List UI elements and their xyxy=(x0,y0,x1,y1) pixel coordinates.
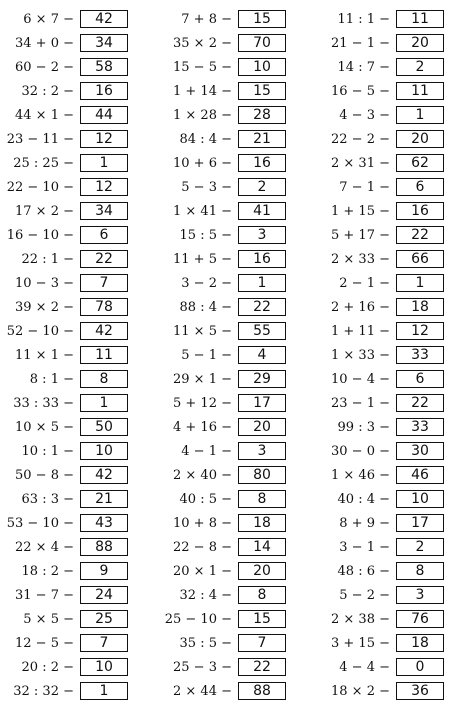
problem-expression: 63 : 3 − xyxy=(21,492,74,507)
answer-box[interactable]: 42 xyxy=(80,466,128,484)
problem-expression: 52 − 10 − xyxy=(6,324,74,339)
problem-expression: 3 − 1 − xyxy=(339,540,390,555)
problem-expression: 53 − 10 − xyxy=(6,516,74,531)
problem-expression: 16 − 10 − xyxy=(6,228,74,243)
answer-box[interactable]: 8 xyxy=(238,586,286,604)
problem-expression: 40 : 5 − xyxy=(179,492,232,507)
problem-expression: 10 + 8 − xyxy=(173,516,232,531)
problem-expression: 14 : 7 − xyxy=(337,60,390,75)
answer-box[interactable]: 3 xyxy=(396,586,444,604)
problem-row xyxy=(0,560,140,584)
problem-row xyxy=(0,272,140,296)
problem-row xyxy=(0,608,140,632)
problem-expression: 1 × 46 − xyxy=(331,468,390,483)
problem-expression: 1 + 15 − xyxy=(331,204,390,219)
answer-box[interactable]: 21 xyxy=(238,130,286,148)
problem-row xyxy=(0,464,140,488)
answer-box[interactable]: 16 xyxy=(238,250,286,268)
problem-row xyxy=(158,56,298,80)
problem-expression: 5 + 12 − xyxy=(173,396,232,411)
problem-row xyxy=(158,656,298,680)
problem-expression: 2 × 40 − xyxy=(173,468,232,483)
problem-expression: 8 + 9 − xyxy=(339,516,390,531)
problem-row xyxy=(0,248,140,272)
answer-box[interactable]: 46 xyxy=(396,466,444,484)
answer-box[interactable]: 42 xyxy=(80,10,128,28)
answer-box[interactable]: 1 xyxy=(80,154,128,172)
answer-box[interactable]: 3 xyxy=(238,442,286,460)
answer-box[interactable]: 33 xyxy=(396,346,444,364)
problem-expression: 2 × 44 − xyxy=(173,684,232,699)
answer-box[interactable]: 15 xyxy=(238,82,286,100)
problem-row xyxy=(158,200,298,224)
problem-expression: 10 + 6 − xyxy=(173,156,232,171)
answer-box[interactable]: 4 xyxy=(238,346,286,364)
problem-expression: 1 + 14 − xyxy=(173,84,232,99)
answer-box[interactable]: 2 xyxy=(396,538,444,556)
problem-expression: 22 − 10 − xyxy=(6,180,74,195)
problem-expression: 5 − 1 − xyxy=(181,348,232,363)
problem-column-3 xyxy=(316,8,456,704)
problem-expression: 30 − 0 − xyxy=(331,444,390,459)
answer-box[interactable]: 88 xyxy=(80,538,128,556)
problem-expression: 8 : 1 − xyxy=(29,372,74,387)
answer-box[interactable]: 42 xyxy=(80,322,128,340)
answer-box[interactable]: 8 xyxy=(238,490,286,508)
problem-expression: 15 − 5 − xyxy=(173,60,232,75)
answer-box[interactable]: 15 xyxy=(238,610,286,628)
answer-box[interactable]: 8 xyxy=(80,370,128,388)
answer-box[interactable]: 2 xyxy=(396,58,444,76)
problem-row xyxy=(158,680,298,704)
answer-box[interactable]: 7 xyxy=(238,634,286,652)
problem-expression: 3 − 2 − xyxy=(181,276,232,291)
answer-box[interactable]: 16 xyxy=(396,202,444,220)
problem-row xyxy=(316,320,456,344)
answer-box[interactable]: 20 xyxy=(238,418,286,436)
answer-box[interactable]: 62 xyxy=(396,154,444,172)
problem-expression: 48 : 6 − xyxy=(337,564,390,579)
answer-box[interactable]: 7 xyxy=(80,274,128,292)
problem-expression: 7 − 1 − xyxy=(339,180,390,195)
answer-box[interactable]: 16 xyxy=(238,154,286,172)
answer-box[interactable]: 12 xyxy=(80,130,128,148)
answer-box[interactable]: 6 xyxy=(80,226,128,244)
problem-row xyxy=(316,32,456,56)
answer-box[interactable]: 66 xyxy=(396,250,444,268)
problem-expression: 29 × 1 − xyxy=(173,372,232,387)
answer-box[interactable]: 41 xyxy=(238,202,286,220)
answer-box[interactable]: 1 xyxy=(80,682,128,700)
problem-expression: 35 : 5 − xyxy=(179,636,232,651)
problem-expression: 18 × 2 − xyxy=(331,684,390,699)
answer-box[interactable]: 10 xyxy=(396,490,444,508)
problem-expression: 40 : 4 − xyxy=(337,492,390,507)
math-worksheet xyxy=(0,8,456,704)
answer-box[interactable]: 55 xyxy=(238,322,286,340)
answer-box[interactable]: 44 xyxy=(80,106,128,124)
problem-row xyxy=(0,8,140,32)
problem-expression: 32 : 2 − xyxy=(21,84,74,99)
problem-expression: 4 + 16 − xyxy=(173,420,232,435)
problem-row xyxy=(316,344,456,368)
answer-box[interactable]: 29 xyxy=(238,370,286,388)
problem-row xyxy=(158,272,298,296)
problem-row xyxy=(0,632,140,656)
answer-box[interactable]: 80 xyxy=(238,466,286,484)
answer-box[interactable]: 10 xyxy=(238,58,286,76)
problem-expression: 23 − 11 − xyxy=(6,132,74,147)
problem-expression: 11 × 5 − xyxy=(173,324,232,339)
problem-expression: 22 − 8 − xyxy=(173,540,232,555)
answer-box[interactable]: 11 xyxy=(396,82,444,100)
problem-row xyxy=(158,8,298,32)
answer-box[interactable]: 12 xyxy=(80,178,128,196)
answer-box[interactable]: 1 xyxy=(396,274,444,292)
problem-row xyxy=(158,320,298,344)
problem-row xyxy=(0,152,140,176)
problem-row xyxy=(316,200,456,224)
answer-box[interactable]: 2 xyxy=(238,178,286,196)
problem-row xyxy=(158,152,298,176)
problem-row xyxy=(0,80,140,104)
problem-row xyxy=(316,416,456,440)
problem-expression: 1 × 33 − xyxy=(331,348,390,363)
answer-box[interactable]: 70 xyxy=(238,34,286,52)
problem-row xyxy=(158,488,298,512)
problem-expression: 60 − 2 − xyxy=(15,60,74,75)
problem-expression: 5 − 2 − xyxy=(339,588,390,603)
problem-row xyxy=(316,440,456,464)
problem-row xyxy=(316,152,456,176)
problem-expression: 12 − 5 − xyxy=(15,636,74,651)
answer-box[interactable]: 17 xyxy=(396,514,444,532)
answer-box[interactable]: 43 xyxy=(80,514,128,532)
problem-row xyxy=(0,488,140,512)
problem-row xyxy=(0,200,140,224)
problem-expression: 7 + 8 − xyxy=(181,12,232,27)
problem-row xyxy=(316,248,456,272)
problem-row xyxy=(158,224,298,248)
problem-expression: 1 × 41 − xyxy=(173,204,232,219)
answer-box[interactable]: 34 xyxy=(80,34,128,52)
problem-row xyxy=(158,464,298,488)
problem-expression: 11 × 1 − xyxy=(15,348,74,363)
answer-box[interactable]: 9 xyxy=(80,562,128,580)
problem-expression: 25 − 3 − xyxy=(173,660,232,675)
problem-row xyxy=(316,368,456,392)
problem-row xyxy=(316,296,456,320)
problem-row xyxy=(0,440,140,464)
problem-expression: 22 × 4 − xyxy=(15,540,74,555)
problem-expression: 2 − 1 − xyxy=(339,276,390,291)
problem-row xyxy=(316,656,456,680)
answer-box[interactable]: 1 xyxy=(396,106,444,124)
problem-row xyxy=(0,416,140,440)
problem-row xyxy=(0,512,140,536)
problem-expression: 5 + 17 − xyxy=(331,228,390,243)
problem-row xyxy=(316,176,456,200)
problem-expression: 39 × 2 − xyxy=(15,300,74,315)
problem-expression: 44 × 1 − xyxy=(15,108,74,123)
problem-expression: 10 : 1 − xyxy=(21,444,74,459)
problem-expression: 50 − 8 − xyxy=(15,468,74,483)
answer-box[interactable]: 58 xyxy=(80,58,128,76)
problem-expression: 16 − 5 − xyxy=(331,84,390,99)
problem-expression: 33 : 33 − xyxy=(13,396,74,411)
problem-row xyxy=(0,584,140,608)
answer-box[interactable]: 3 xyxy=(238,226,286,244)
problem-expression: 2 + 16 − xyxy=(331,300,390,315)
problem-expression: 25 − 10 − xyxy=(164,612,232,627)
problem-expression: 11 : 1 − xyxy=(337,12,390,27)
answer-box[interactable]: 50 xyxy=(80,418,128,436)
answer-box[interactable]: 22 xyxy=(396,226,444,244)
problem-expression: 10 × 5 − xyxy=(15,420,74,435)
problem-expression: 35 × 2 − xyxy=(173,36,232,51)
answer-box[interactable]: 10 xyxy=(80,658,128,676)
problem-row xyxy=(0,56,140,80)
answer-box[interactable]: 22 xyxy=(80,250,128,268)
problem-expression: 32 : 4 − xyxy=(179,588,232,603)
problem-expression: 10 − 4 − xyxy=(331,372,390,387)
problem-row xyxy=(158,248,298,272)
problem-row xyxy=(316,272,456,296)
problem-expression: 4 − 3 − xyxy=(339,108,390,123)
problem-expression: 22 − 2 − xyxy=(331,132,390,147)
problem-expression: 88 : 4 − xyxy=(179,300,232,315)
problem-row xyxy=(0,368,140,392)
problem-row xyxy=(316,128,456,152)
problem-row xyxy=(158,104,298,128)
answer-box[interactable]: 0 xyxy=(396,658,444,676)
problem-row xyxy=(316,224,456,248)
problem-row xyxy=(316,584,456,608)
problem-row xyxy=(158,512,298,536)
answer-box[interactable]: 8 xyxy=(396,562,444,580)
problem-expression: 20 : 2 − xyxy=(21,660,74,675)
problem-expression: 5 − 3 − xyxy=(181,180,232,195)
problem-expression: 23 − 1 − xyxy=(331,396,390,411)
problem-row xyxy=(316,680,456,704)
problem-expression: 2 × 38 − xyxy=(331,612,390,627)
problem-expression: 2 × 31 − xyxy=(331,156,390,171)
answer-box[interactable]: 16 xyxy=(80,82,128,100)
problem-row xyxy=(316,392,456,416)
answer-box[interactable]: 20 xyxy=(396,34,444,52)
answer-box[interactable]: 15 xyxy=(238,10,286,28)
problem-row xyxy=(316,464,456,488)
answer-box[interactable]: 22 xyxy=(238,298,286,316)
answer-box[interactable]: 12 xyxy=(396,322,444,340)
answer-box[interactable]: 18 xyxy=(396,634,444,652)
problem-row xyxy=(316,608,456,632)
problem-expression: 1 + 11 − xyxy=(331,324,390,339)
problem-row xyxy=(0,296,140,320)
problem-expression: 22 : 1 − xyxy=(21,252,74,267)
problem-expression: 34 + 0 − xyxy=(15,36,74,51)
problem-row xyxy=(0,656,140,680)
problem-row xyxy=(316,8,456,32)
answer-box[interactable]: 36 xyxy=(396,682,444,700)
problem-row xyxy=(158,296,298,320)
problem-expression: 15 : 5 − xyxy=(179,228,232,243)
problem-row xyxy=(158,632,298,656)
problem-row xyxy=(158,416,298,440)
answer-box[interactable]: 76 xyxy=(396,610,444,628)
problem-expression: 10 − 3 − xyxy=(15,276,74,291)
problem-expression: 31 − 7 − xyxy=(15,588,74,603)
problem-row xyxy=(158,608,298,632)
problem-row xyxy=(316,104,456,128)
problem-expression: 2 × 33 − xyxy=(331,252,390,267)
problem-row xyxy=(316,488,456,512)
answer-box[interactable]: 20 xyxy=(238,562,286,580)
problem-row xyxy=(0,536,140,560)
problem-expression: 5 × 5 − xyxy=(23,612,74,627)
problem-row xyxy=(158,584,298,608)
answer-box[interactable]: 1 xyxy=(238,274,286,292)
answer-box[interactable]: 6 xyxy=(396,370,444,388)
problem-row xyxy=(0,392,140,416)
answer-box[interactable]: 22 xyxy=(238,658,286,676)
problem-row xyxy=(0,224,140,248)
answer-box[interactable]: 1 xyxy=(80,394,128,412)
problem-expression: 32 : 32 − xyxy=(13,684,74,699)
problem-row xyxy=(158,128,298,152)
problem-expression: 17 × 2 − xyxy=(15,204,74,219)
problem-expression: 25 : 25 − xyxy=(13,156,74,171)
problem-row xyxy=(0,32,140,56)
problem-row xyxy=(158,392,298,416)
problem-row xyxy=(316,56,456,80)
answer-box[interactable]: 18 xyxy=(396,298,444,316)
answer-box[interactable]: 24 xyxy=(80,586,128,604)
answer-box[interactable]: 22 xyxy=(396,394,444,412)
answer-box[interactable]: 25 xyxy=(80,610,128,628)
problem-column-1 xyxy=(0,8,140,704)
answer-box[interactable]: 78 xyxy=(80,298,128,316)
problem-row xyxy=(0,320,140,344)
problem-expression: 1 × 28 − xyxy=(173,108,232,123)
problem-row xyxy=(158,560,298,584)
problem-expression: 84 : 4 − xyxy=(179,132,232,147)
answer-box[interactable]: 34 xyxy=(80,202,128,220)
problem-row xyxy=(0,344,140,368)
problem-expression: 11 + 5 − xyxy=(173,252,232,267)
problem-expression: 4 − 4 − xyxy=(339,660,390,675)
problem-row xyxy=(316,80,456,104)
answer-box[interactable]: 30 xyxy=(396,442,444,460)
problem-row xyxy=(158,368,298,392)
problem-row xyxy=(158,176,298,200)
problem-row xyxy=(158,32,298,56)
answer-box[interactable]: 33 xyxy=(396,418,444,436)
problem-row xyxy=(316,512,456,536)
problem-row xyxy=(316,632,456,656)
answer-box[interactable]: 28 xyxy=(238,106,286,124)
answer-box[interactable]: 7 xyxy=(80,634,128,652)
problem-row xyxy=(158,80,298,104)
problem-expression: 20 × 1 − xyxy=(173,564,232,579)
problem-expression: 4 − 1 − xyxy=(181,444,232,459)
answer-box[interactable]: 88 xyxy=(238,682,286,700)
problem-row xyxy=(0,176,140,200)
answer-box[interactable]: 21 xyxy=(80,490,128,508)
problem-expression: 3 + 15 − xyxy=(331,636,390,651)
problem-expression: 99 : 3 − xyxy=(337,420,390,435)
problem-row xyxy=(158,536,298,560)
answer-box[interactable]: 11 xyxy=(396,10,444,28)
problem-row xyxy=(0,680,140,704)
answer-box[interactable]: 18 xyxy=(238,514,286,532)
problem-expression: 18 : 2 − xyxy=(21,564,74,579)
problem-row xyxy=(158,344,298,368)
problem-row xyxy=(158,440,298,464)
answer-box[interactable]: 20 xyxy=(396,130,444,148)
problem-row xyxy=(316,560,456,584)
problem-row xyxy=(0,104,140,128)
answer-box[interactable]: 17 xyxy=(238,394,286,412)
problem-row xyxy=(316,536,456,560)
problem-expression: 6 × 7 − xyxy=(23,12,74,27)
problem-column-2 xyxy=(158,8,298,704)
answer-box[interactable]: 11 xyxy=(80,346,128,364)
answer-box[interactable]: 10 xyxy=(80,442,128,460)
answer-box[interactable]: 6 xyxy=(396,178,444,196)
problem-row xyxy=(0,128,140,152)
problem-expression: 21 − 1 − xyxy=(331,36,390,51)
answer-box[interactable]: 14 xyxy=(238,538,286,556)
